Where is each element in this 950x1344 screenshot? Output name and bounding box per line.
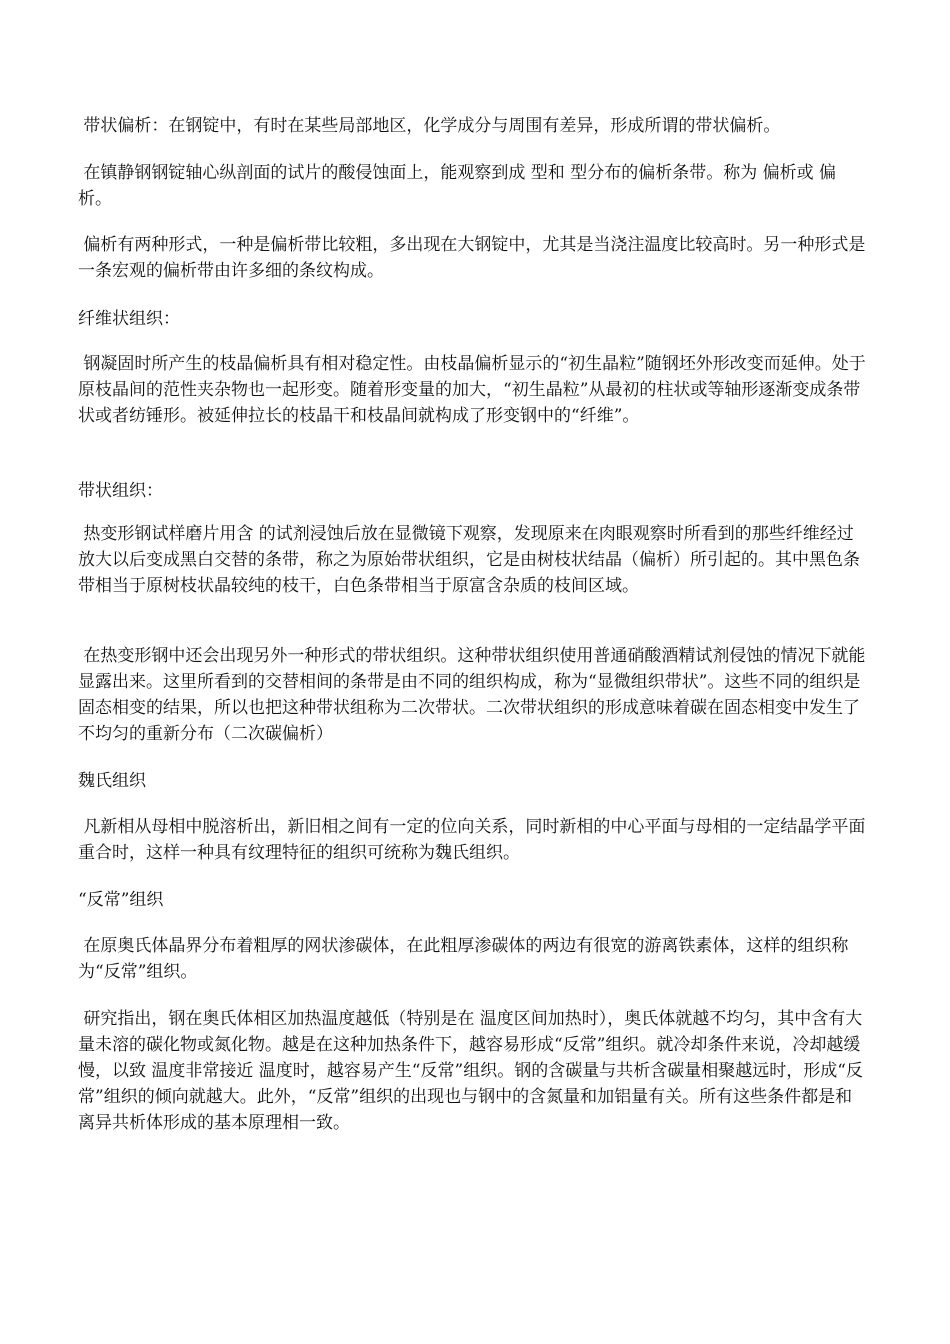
paragraph-widmanstatten: 凡新相从母相中脱溶析出，新旧相之间有一定的位向关系，同时新相的中心平面与母相的一定结晶学平面重合时，这样一种具有纹理特征的组织可统称为魏氏组织。	[78, 817, 866, 863]
paragraph-banded-segregation-definition: 带状偏析：在钢锭中，有时在某些局部地区，化学成分与周围有差异，形成所谓的带状偏析。	[78, 116, 781, 136]
heading-widmanstatten: 魏氏组织	[78, 771, 146, 791]
heading-banded-structure: 带状组织：	[78, 481, 163, 501]
paragraph-secondary-banding: 在热变形钢中还会出现另外一种形式的带状组织。这种带状组织使用普通硝酸酒精试剂侵蚀的情况下就能显露出来。这里所看到的交替相间的条带是由不同的组织构成，称为“显微组织带状”。这些不同的组织是固态相变的结果，所以也把这种带状组称为二次带状。二次带状组织的形成意味着碳在固态相变中发生了不均匀的重新分布（二次碳偏析）	[78, 646, 866, 744]
paragraph-segregation-forms: 偏析有两种形式，一种是偏析带比较粗，多出现在大钢锭中，尤其是当浇注温度比较高时。另一种形式是一条宏观的偏析带由许多细的条纹构成。	[78, 235, 866, 281]
paragraph-segregation-observation: 在镇静钢钢锭轴心纵剖面的试片的酸侵蚀面上，能观察到成 型和 型分布的偏析条带。称为 偏析或 偏析。	[78, 163, 837, 209]
paragraph-fibrous-structure: 钢凝固时所产生的枝晶偏析具有相对稳定性。由枝晶偏析显示的“初生晶粒”随钢坯外形改变而延伸。处于原枝晶间的范性夹杂物也一起形变。随着形变量的加大，“初生晶粒”从最初的柱状或等轴形逐渐变成条带状或者纺锤形。被延伸拉长的枝晶干和枝晶间就构成了形变钢中的“纤维”。	[78, 354, 866, 426]
paragraph-abnormal-structure: 在原奥氏体晶界分布着粗厚的网状渗碳体，在此粗厚渗碳体的两边有很宽的游离铁素体，这样的组织称为“反常”组织。	[78, 936, 849, 982]
paragraph-abnormal-research: 研究指出，钢在奥氏体相区加热温度越低（特别是在 温度区间加热时），奥氏体就越不均匀，其中含有大量未溶的碳化物或氮化物。越是在这种加热条件下，越容易形成“反常”组织。就冷却条件来说，冷却越缓慢，以致 温度非常接近 温度时，越容易产生“反常”组织。钢的含碳量与共析含碳量相聚越远时，形成“反常”组织的倾向就越大。此外，“反常”组织的出现也与钢中的含氮量和加铝量有关。所有这些条件都是和离异共析体形成的基本原理相一致。	[78, 1009, 863, 1133]
paragraph-primary-banding: 热变形钢试样磨片用含 的试剂浸蚀后放在显微镜下观察，发现原来在肉眼观察时所看到的那些纤维经过放大以后变成黑白交替的条带，称之为原始带状组织，它是由树枝状结晶（偏析）所引起的。其中黑色条带相当于原树枝状晶较纯的枝干，白色条带相当于原富含杂质的枝间区域。	[78, 524, 860, 596]
heading-fibrous-structure: 纤维状组织：	[78, 309, 180, 329]
heading-abnormal-structure: “反常”组织	[78, 890, 164, 910]
